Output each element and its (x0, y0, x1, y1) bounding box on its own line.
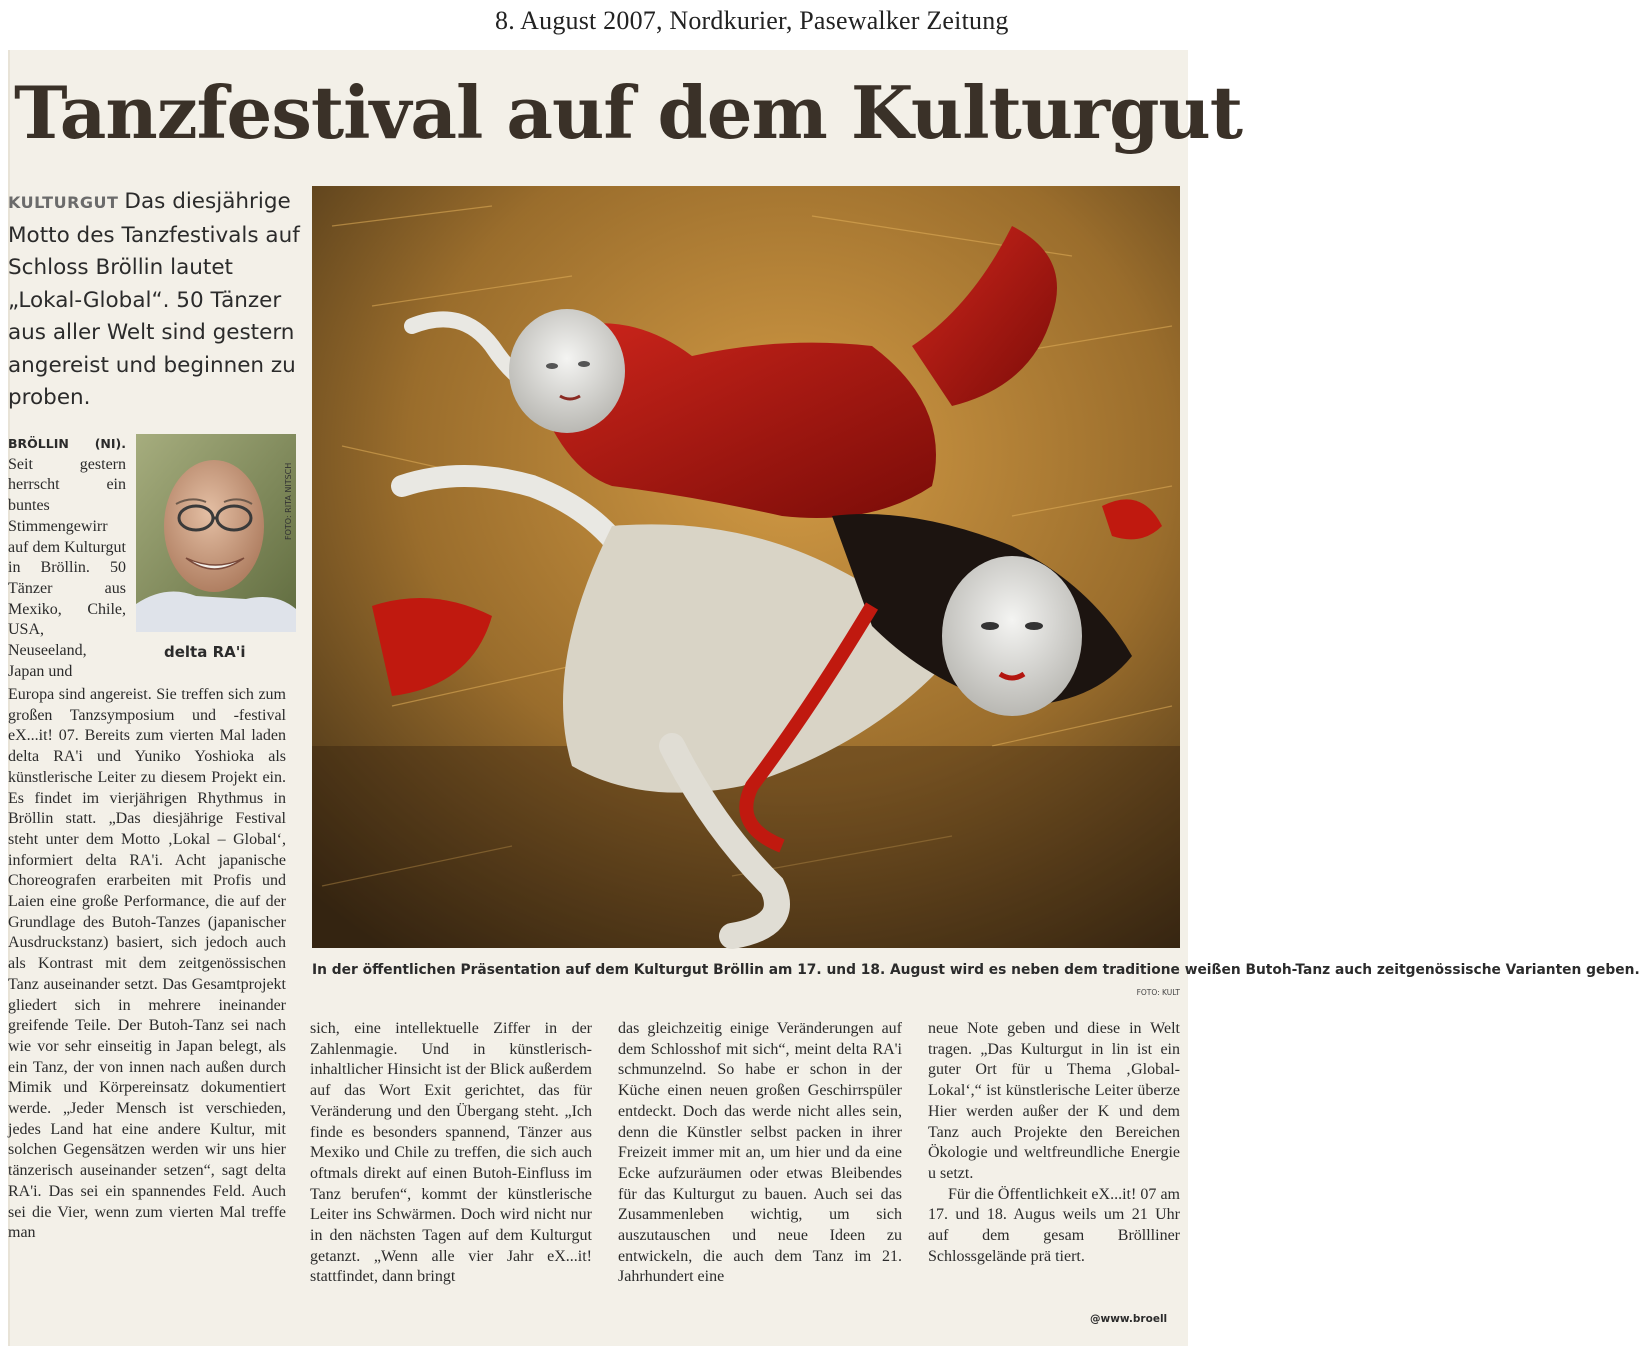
lead-text: Das diesjährige Motto des Tanzfestivals auf Schloss Bröllin lautet „Lokal-Global“. 50 Tänzer aus aller Welt sind gestern angereist und beginnen zu proben. (8, 189, 300, 410)
website-link: @www.broell (1090, 1313, 1168, 1325)
dateline: BRÖLLIN (NI). (8, 436, 126, 451)
article-column-3: das gleichzeitig einige Veränderungen auf dem Schlosshof mit sich“, meint delta RA'i schmunzelnd. So habe er schon in der Küche einen neuen großen Geschirrspüler entdeckt. Doch das werde nicht alles sein, denn die Künstler selbst packen in ihrer Freizeit immer mit an, um hier und da eine Ecke aufzuräumen oder etwas Bleibendes für das Kulturgut zu bauen. Auch sei das Zusammenleben wichtig, um sich auszutauschen und neue Ideen zu entwickeln, die auch dem Tanz im 21. Jahrhundert eine (618, 1020, 902, 1286)
article-column-1-top (8, 434, 126, 682)
portrait-photo (136, 434, 296, 632)
col1-top-text: Seit gestern herrscht ein buntes Stimmengewirr auf dem Kulturgut in Bröllin. 50 Tänzer aus Mexiko, Chile, USA, Neuseeland, Japan und (8, 455, 126, 680)
article-kicker: KULTURGUT (8, 193, 119, 212)
col4-paragraph-1: neue Note geben und diese in Welt tragen. „Das Kulturgut in lin ist ein guter Ort für u Thema ‚Global-Lokal‘,“ ist künstlerische Leiter überze Hier werden außer der K und dem Tanz auch Projekte den Bereichen Ökologie und weltfreundliche Energie u setzt. (928, 1020, 1180, 1182)
photo-credit: FOTO: KULT (1136, 988, 1180, 997)
photo-caption: In der öffentlichen Präsentation auf dem Kulturgut Bröllin am 17. und 18. August wird es neben dem traditione weißen Butoh-Tanz auch zeitgenössische Varianten geben. (312, 962, 1640, 978)
portrait-caption: delta RA'i (164, 643, 246, 661)
article-column-2: sich, eine intellektuelle Ziffer in der Zahlenmagie. Und in künstlerisch-inhaltlicher Hinsicht ist der Blick außerdem auf das Wort Exit gerichtet, das für Veränderung und den Übergang steht. „Ich finde es besonders spannend, Tänzer aus Mexiko und Chile zu treffen, die sich auch oftmals direkt auf einen Butoh-Einfluss im Tanz berufen“, kommt der künstlerische Leiter ins Schwärmen. Doch wird nicht nur in den nächsten Tagen auf dem Kulturgut getanzt. „Wenn alle vier Jahr eX...it! stattfindet, dann bringt (310, 1020, 592, 1286)
article-lead (8, 186, 300, 415)
article-column-1: Europa sind angereist. Sie treffen sich zum großen Tanzsymposium und -festival eX...it! 07. Bereits zum vierten Mal laden delta RA'i und Yuniko Yoshioka als künstlerische Leiter zu diesem Projekt ein. Es findet im vierjährigen Rhythmus in Bröllin statt. „Das diesjährige Festival steht unter dem Motto ‚Lokal – Global‘, informiert delta RA'i. Acht japanische Choreografen erarbeiten mit Profis und Laien eine große Performance, die auf der Grundlage des Butoh-Tanzes (japanischer Ausdruckstanz) basiert, sich jedoch auch als Kontrast mit dem zeitgenössischen Tanz auseinander setzt. Das Gesamtprojekt gliedert sich in mehrere ineinander greifende Teile. Der Butoh-Tanz sei nach wie vor sehr einseitig in Japan belegt, als ein Tanz, der von innen nach außen durch Mimik und Körpereinsatz dokumentiert werde. „Jeder Mensch ist verschieden, jedes Land hat eine andere Kultur, mit solchen Gegensätzen werden wir uns hier tänzerisch auseinander setzen“, sagt delta RA'i. Das sei ein spannendes Feld. Auch sei die Vier, wenn zum vierten Mal treffe man (8, 686, 286, 1242)
article-headline: Tanzfestival auf dem Kulturgut (14, 70, 1243, 155)
col4-paragraph-2: Für die Öffentlichkeit eX...it! 07 am 17. und 18. Augus weils um 21 Uhr auf dem gesam Bröllliner Schlossgelände prä tiert. (928, 1185, 1180, 1265)
portrait-credit: FOTO: RITA NITSCH (284, 462, 293, 540)
dance-performance-photo (312, 186, 1180, 948)
source-line: 8. August 2007, Nordkurier, Pasewalker Zeitung (495, 6, 1009, 35)
article-column-4 (928, 1019, 1180, 1334)
